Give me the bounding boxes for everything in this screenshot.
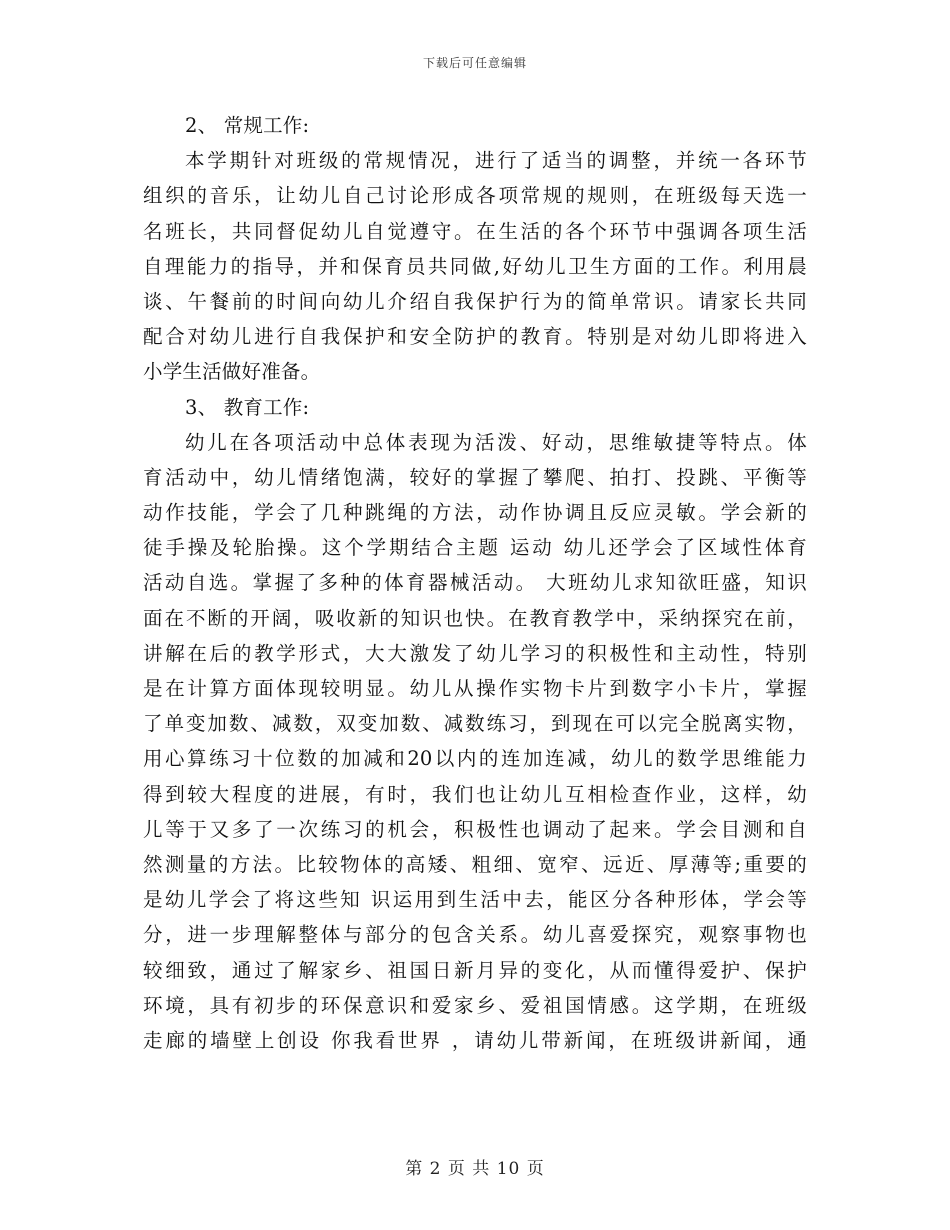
paragraph-line: 讲解在后的教学形式，大大激发了幼儿学习的积极性和主动性，特别 <box>143 641 807 665</box>
paragraph-line: 较细致，通过了解家乡、祖国日新月异的变化，从而懂得爱护、保护 <box>143 958 807 982</box>
paragraph-line: 得到较大程度的进展，有时，我们也让幼儿互相检查作业，这样，幼 <box>143 782 807 806</box>
paragraph-line: 用心算练习十位数的加减和20以内的连加连减，幼儿的数学思维能力 <box>143 747 807 771</box>
page-footer: 第 2 页 共 10 页 <box>405 1159 545 1179</box>
paragraph-line: 名班长，共同督促幼儿自觉遵守。在生活的各个环节中强调各项生活 <box>143 219 807 243</box>
paragraph-line: 儿等于又多了一次练习的机会，积极性也调动了起来。学会目测和自 <box>143 817 807 841</box>
paragraph-line: 是在计算方面体现较明显。幼儿从操作实物卡片到数字小卡片，掌握 <box>143 677 807 700</box>
paragraph-line: 了单变加数、减数，双变加数、减数练习，到现在可以完全脱离实物， <box>143 712 807 736</box>
document-body <box>143 108 807 1058</box>
paragraph-line: 配合对幼儿进行自我保护和安全防护的教育。特别是对幼儿即将进入 <box>143 325 807 349</box>
paragraph-line: 小学生活做好准备。 <box>143 360 321 384</box>
paragraph-line: 本学期针对班级的常规情况，进行了适当的调整，并统一各环节 <box>185 149 807 173</box>
section-heading-education: 3、 教育工作: <box>185 395 310 419</box>
paragraph-line: 动作技能，学会了几种跳绳的方法，动作协调且反应灵敏。学会新的 <box>143 501 807 525</box>
paragraph-line: 分，进一步理解整体与部分的包含关系。幼儿喜爱探究，观察事物也 <box>143 923 807 947</box>
paragraph-line: 幼儿在各项活动中总体表现为活泼、好动，思维敏捷等特点。体 <box>185 430 807 454</box>
paragraph-line: 自理能力的指导，并和保育员共同做,好幼儿卫生方面的工作。利用晨 <box>143 254 807 278</box>
paragraph-line: 育活动中，幼儿情绪饱满，较好的掌握了攀爬、拍打、投跳、平衡等 <box>143 465 807 489</box>
paragraph-line: 组织的音乐，让幼儿自己讨论形成各项常规的规则，在班级每天选一 <box>143 184 807 208</box>
header-note: 下载后可任意编辑 <box>422 56 527 70</box>
paragraph-line: 谈、午餐前的时间向幼儿介绍自我保护行为的简单常识。请家长共同 <box>143 289 807 313</box>
section-heading-routine: 2、 常规工作: <box>185 114 310 137</box>
paragraph-line: 是幼儿学会了将这些知 识运用到生活中去，能区分各种形体，学会等 <box>143 888 807 912</box>
paragraph-line: 环境，具有初步的环保意识和爱家乡、爱祖国情感。这学期，在班级 <box>143 993 807 1017</box>
paragraph-line: 面在不断的开阔，吸收新的知识也快。在教育教学中，采纳探究在前， <box>143 606 807 630</box>
paragraph-line: 走廊的墙壁上创设 你我看世界 ，请幼儿带新闻，在班级讲新闻，通 <box>143 1028 807 1052</box>
paragraph-line: 徒手操及轮胎操。这个学期结合主题 运动 幼儿还学会了区域性体育 <box>143 536 807 560</box>
paragraph-line: 活动自选。掌握了多种的体育器械活动。 大班幼儿求知欲旺盛，知识 <box>143 571 807 595</box>
paragraph-line: 然测量的方法。比较物体的高矮、粗细、宽窄、远近、厚薄等;重要的 <box>143 852 807 876</box>
